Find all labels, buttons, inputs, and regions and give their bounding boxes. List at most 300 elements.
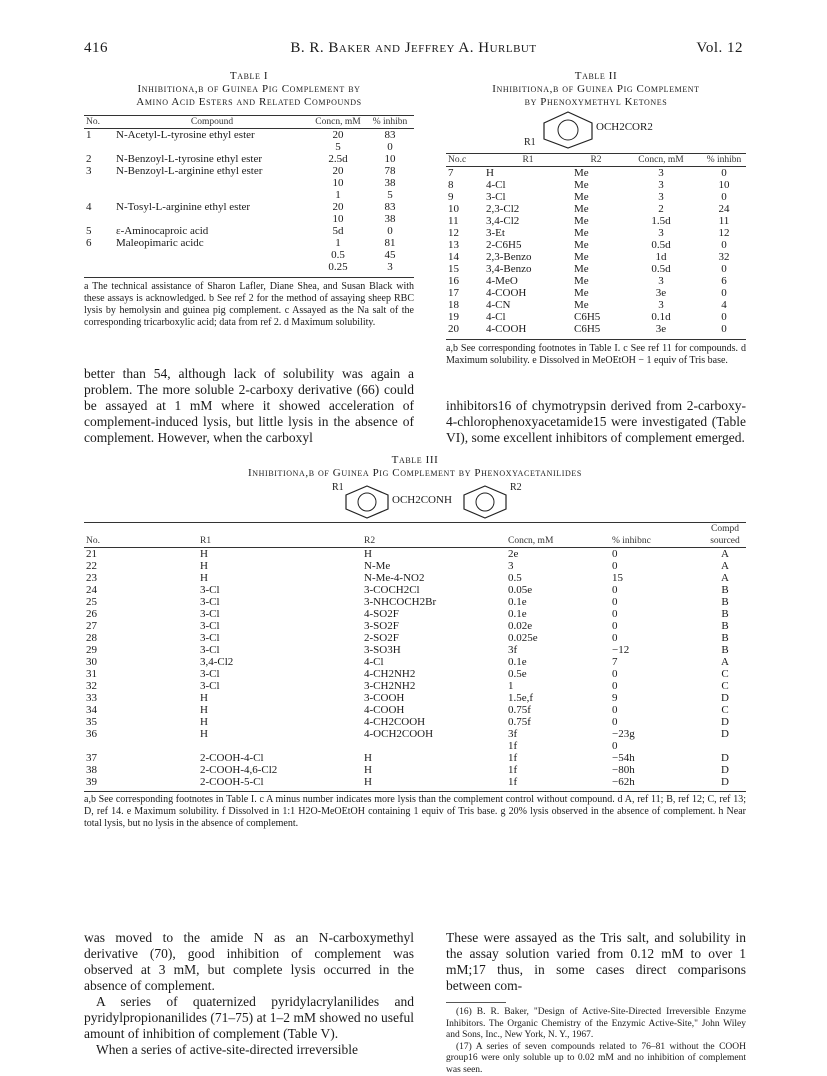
table-1-cell-no: 2: [84, 153, 114, 165]
table-3-cell-r2: H: [362, 752, 506, 764]
table-1-cell-inhibn: 45: [366, 249, 414, 261]
table-3-cell-r2: N-Me: [362, 560, 506, 572]
table-2-cell-inhibn: 11: [702, 215, 746, 227]
table-1-row: [84, 201, 414, 213]
table-2-cell-inhibn: 0: [702, 191, 746, 203]
table-2-cell-inhibn: 0: [702, 311, 746, 323]
table-1-cell-no: [84, 189, 114, 201]
table-3-header-source-line1: Compd: [706, 523, 744, 535]
table-3-cell-no: 27: [84, 620, 198, 632]
table-1-row: [84, 129, 414, 142]
reference-17: (17) A series of seven compounds related to 76–81 without the COOH group16 were only soluble up to 0.02 mM and no inhibition of complement was seen.: [446, 1042, 746, 1076]
table-2-row: [446, 299, 746, 311]
table-3-structure: [84, 480, 746, 522]
table-1-cell-inhibn: 38: [366, 213, 414, 225]
table-2-cell-r1: 4-CN: [484, 299, 572, 311]
table-3-cell-no: 36: [84, 728, 198, 740]
table-3-row: [84, 584, 746, 596]
table-3-cell-concn: 1f: [506, 752, 610, 764]
table-3-cell-inhibn: 0: [610, 740, 704, 752]
table-3-cell-r1: H: [198, 572, 362, 584]
table-3-cell-no: 24: [84, 584, 198, 596]
table-1-row: [84, 189, 414, 201]
table-3-cell-r1: 3-Cl: [198, 596, 362, 608]
table-2-header-no: No.c: [446, 154, 484, 167]
table-3-cell-concn: 1.5e,f: [506, 692, 610, 704]
table-3-linker: OCH2CONH: [392, 494, 452, 506]
table-3-cell-concn: 1f: [506, 776, 610, 788]
table-3-cell-r1: H: [198, 692, 362, 704]
table-2-cell-r2: C6H5: [572, 311, 620, 323]
table-3-row: [84, 572, 746, 584]
table-3-cell-source: C: [704, 704, 746, 716]
table-3-cell-inhibn: 0: [610, 548, 704, 561]
table-2-cell-r2: Me: [572, 287, 620, 299]
table-3-cell-inhibn: 0: [610, 560, 704, 572]
body-text-left-2a: was moved to the amide N as an N-carboxymethyl derivative (70), good inhibition of complement was observed at 3 mM, but complete lysis occurred in the absence of complement.: [84, 930, 414, 994]
table-2-header-concn: Concn, mM: [620, 154, 702, 167]
benzene-ring-right-icon: [460, 484, 510, 520]
body-column-right-2: [446, 930, 746, 1076]
table-3-row: [84, 740, 746, 752]
table-1-cell-inhibn: 0: [366, 225, 414, 237]
body-text-left-2b: A series of quaternized pyridylacrylanilides and pyridylpropionanilides (71–75) at 1–2 mM showed no useful amount of inhibition of complement (Table V).: [84, 994, 414, 1042]
table-1-row: [84, 225, 414, 237]
table-3-cell-inhibn: 0: [610, 716, 704, 728]
table-1-cell-concn: 20: [310, 165, 366, 177]
table-3-cell-source: C: [704, 668, 746, 680]
table-3-cell-concn: 0.1e: [506, 608, 610, 620]
table-2-cell-r1: 4-MeO: [484, 275, 572, 287]
table-1-cell-no: 4: [84, 201, 114, 213]
table-1-row: [84, 141, 414, 153]
table-3-cell-r2: N-Me-4-NO2: [362, 572, 506, 584]
table-3-cell-source: A: [704, 656, 746, 668]
table-3-cell-inhibn: 0: [610, 620, 704, 632]
table-1-cell-concn: 5d: [310, 225, 366, 237]
table-2-cell-no: 8: [446, 179, 484, 191]
table-1-cell-compound: Maleopimaric acidc: [114, 237, 310, 249]
table-3-header-source: [704, 523, 746, 548]
table-1-cell-compound: ε-Aminocaproic acid: [114, 225, 310, 237]
table-3-cell-concn: 0.025e: [506, 632, 610, 644]
table-3-cell-no: 30: [84, 656, 198, 668]
table-3-cell-concn: 0.5: [506, 572, 610, 584]
table-3-cell-no: 37: [84, 752, 198, 764]
table-2-cell-no: 17: [446, 287, 484, 299]
table-3: [84, 454, 746, 830]
table-3-cell-source: B: [704, 608, 746, 620]
table-3-cell-inhibn: −12: [610, 644, 704, 656]
table-1-row: [84, 177, 414, 189]
table-3-header-concn: Concn, mM: [506, 523, 610, 548]
table-3-cell-r2: 4-OCH2COOH: [362, 728, 506, 740]
table-2-row: [446, 251, 746, 263]
table-2-row: [446, 239, 746, 251]
table-3-cell-inhibn: −54h: [610, 752, 704, 764]
table-3-cell-concn: 3f: [506, 728, 610, 740]
table-3-cell-no: 39: [84, 776, 198, 788]
table-1-cell-concn: 10: [310, 177, 366, 189]
table-2-cell-no: 16: [446, 275, 484, 287]
table-3-cell-r1: 2-COOH-4-Cl: [198, 752, 362, 764]
table-2-row: [446, 311, 746, 323]
table-3-cell-no: 21: [84, 548, 198, 561]
table-1-cell-compound: [114, 213, 310, 225]
table-3-r1-label: R1: [332, 482, 344, 493]
table-1-footnote: a The technical assistance of Sharon Lafler, Diane Shea, and Susan Black with these assays is acknowledged. b See ref 2 for the method of assaying sheep RBC lysis by hemolysin and guinea pig complement. c Assayed as the Na salt of the corresponding tricarboxylic acid; data from ref 2. d Maximum solubility.: [84, 277, 414, 329]
table-3-cell-r1: H: [198, 728, 362, 740]
table-2-footnote: a,b See corresponding footnotes in Table I. c See ref 11 for compounds. d Maximum solubility. e Dissolved in MeOEtOH − 1 equiv of Tris base.: [446, 339, 746, 367]
table-3-cell-source: D: [704, 764, 746, 776]
table-1-cell-inhibn: 83: [366, 129, 414, 142]
table-3-cell-source: B: [704, 632, 746, 644]
table-1-cell-concn: 5: [310, 141, 366, 153]
table-2-cell-no: 7: [446, 167, 484, 180]
table-3-row: [84, 620, 746, 632]
table-3-cell-inhibn: 15: [610, 572, 704, 584]
table-3-header-inhibn: % inhibnc: [610, 523, 704, 548]
table-1-cell-compound: [114, 261, 310, 273]
table-3-cell-r2: 3-COOH: [362, 692, 506, 704]
table-1-cell-inhibn: 10: [366, 153, 414, 165]
table-3-cell-no: 26: [84, 608, 198, 620]
table-1-header-concn: Concn, mM: [310, 116, 366, 129]
table-2-substituent: OCH2COR2: [596, 121, 653, 133]
table-3-cell-r2: 2-SO2F: [362, 632, 506, 644]
table-2-cell-r2: Me: [572, 167, 620, 180]
table-3-header-r1: R1: [198, 523, 362, 548]
table-3-cell-source: B: [704, 584, 746, 596]
table-2-cell-r1: 2-C6H5: [484, 239, 572, 251]
table-3-row: [84, 668, 746, 680]
table-3-cell-inhibn: −23g: [610, 728, 704, 740]
table-1-cell-concn: 2.5d: [310, 153, 366, 165]
table-3-cell-no: 25: [84, 596, 198, 608]
table-3-cell-source: B: [704, 644, 746, 656]
table-1-cell-no: 1: [84, 129, 114, 142]
table-3-cell-r1: [198, 740, 362, 752]
table-2-cell-r2: Me: [572, 203, 620, 215]
table-2-cell-no: 10: [446, 203, 484, 215]
table-3-row: [84, 776, 746, 788]
table-2-cell-no: 11: [446, 215, 484, 227]
table-3-cell-r2: [362, 740, 506, 752]
table-2-cell-inhibn: 0: [702, 263, 746, 275]
table-1-cell-compound: N-Benzoyl-L-arginine ethyl ester: [114, 165, 310, 177]
table-2-cell-r1: 2,3-Cl2: [484, 203, 572, 215]
table-2-cell-inhibn: 4: [702, 299, 746, 311]
table-2-row: [446, 287, 746, 299]
table-3-cell-r2: 4-COOH: [362, 704, 506, 716]
table-1-cell-no: 6: [84, 237, 114, 249]
table-3-grid: [84, 522, 746, 788]
table-3-cell-no: 35: [84, 716, 198, 728]
table-2-cell-inhibn: 10: [702, 179, 746, 191]
table-2-cell-inhibn: 0: [702, 167, 746, 180]
table-2-cell-no: 13: [446, 239, 484, 251]
table-3-cell-r2: 3-SO2F: [362, 620, 506, 632]
table-3-cell-r2: H: [362, 548, 506, 561]
table-2-cell-r2: Me: [572, 239, 620, 251]
table-2: [446, 70, 746, 367]
table-2-cell-r2: Me: [572, 179, 620, 191]
table-1-cell-inhibn: 0: [366, 141, 414, 153]
table-3-cell-inhibn: 7: [610, 656, 704, 668]
table-3-cell-no: 28: [84, 632, 198, 644]
reference-16: (16) B. R. Baker, "Design of Active-Site-Directed Irreversible Enzyme Inhibitors. The Organic Chemistry of the Enzymic Active-Site," John Wiley and Sons, Inc., New York, N. Y., 1967.: [446, 1007, 746, 1042]
table-2-r1-label: R1: [524, 137, 536, 148]
table-3-cell-concn: 0.05e: [506, 584, 610, 596]
table-1-cell-concn: 10: [310, 213, 366, 225]
table-2-cell-r2: Me: [572, 275, 620, 287]
table-3-cell-r1: 3,4-Cl2: [198, 656, 362, 668]
table-2-cell-inhibn: 0: [702, 239, 746, 251]
table-2-cell-inhibn: 12: [702, 227, 746, 239]
table-1-cell-concn: 1: [310, 189, 366, 201]
table-2-cell-concn: 1.5d: [620, 215, 702, 227]
table-2-header-r1: R1: [484, 154, 572, 167]
table-3-cell-source: C: [704, 680, 746, 692]
body-text-left-1: better than 54, although lack of solubility was again a problem. The more soluble 2-carboxy derivative (66) could be assayed at 1 mM where it showed acceleration of complement-induced lysis, but little lysis in the absence of complement. However, when the carboxyl: [84, 366, 414, 446]
table-3-cell-inhibn: 0: [610, 608, 704, 620]
table-3-cell-r2: 4-SO2F: [362, 608, 506, 620]
table-2-title-line1: Inhibitiona,b of Guinea Pig Complement: [446, 83, 746, 96]
table-2-cell-r1: 4-COOH: [484, 323, 572, 335]
table-1-cell-concn: 20: [310, 129, 366, 142]
table-3-cell-no: 22: [84, 560, 198, 572]
table-1-cell-no: [84, 177, 114, 189]
benzene-ring-icon: [538, 109, 598, 149]
table-3-cell-concn: 1f: [506, 764, 610, 776]
table-2-cell-no: 9: [446, 191, 484, 203]
table-3-cell-source: D: [704, 728, 746, 740]
table-2-cell-inhibn: 6: [702, 275, 746, 287]
table-3-header-source-line2: sourced: [706, 535, 744, 547]
table-2-cell-concn: 3: [620, 227, 702, 239]
table-3-cell-source: B: [704, 596, 746, 608]
table-2-cell-r2: Me: [572, 251, 620, 263]
footnote-divider: [446, 1002, 506, 1003]
table-3-cell-r2: 3-NHCOCH2Br: [362, 596, 506, 608]
table-2-cell-no: 15: [446, 263, 484, 275]
table-1-cell-compound: N-Tosyl-L-arginine ethyl ester: [114, 201, 310, 213]
table-2-cell-r2: Me: [572, 227, 620, 239]
table-1-cell-compound: N-Benzoyl-L-tyrosine ethyl ester: [114, 153, 310, 165]
table-3-cell-r1: 2-COOH-5-Cl: [198, 776, 362, 788]
table-2-row: [446, 179, 746, 191]
table-2-cell-concn: 3: [620, 299, 702, 311]
table-2-structure: [446, 109, 746, 153]
table-2-cell-r1: 2,3-Benzo: [484, 251, 572, 263]
table-3-cell-source: B: [704, 620, 746, 632]
table-2-cell-concn: 2: [620, 203, 702, 215]
table-2-cell-r2: Me: [572, 191, 620, 203]
table-3-cell-no: 38: [84, 764, 198, 776]
body-text-right-1: inhibitors16 of chymotrypsin derived from 2-carboxy-4-chlorophenoxyacetamide15 were investigated (Table VI), some excellent inhibitors of complement emerged.: [446, 398, 746, 446]
table-2-title-line2: by Phenoxymethyl Ketones: [446, 96, 746, 109]
table-3-cell-r2: H: [362, 764, 506, 776]
table-3-cell-inhibn: 9: [610, 692, 704, 704]
table-1-cell-no: 5: [84, 225, 114, 237]
table-3-cell-source: D: [704, 692, 746, 704]
table-3-cell-concn: 0.75f: [506, 716, 610, 728]
table-1: [84, 70, 414, 329]
table-1-cell-no: [84, 249, 114, 261]
table-2-cell-no: 20: [446, 323, 484, 335]
table-2-header-r2: R2: [572, 154, 620, 167]
table-3-footnote: a,b See corresponding footnotes in Table I. c A minus number indicates more lysis than the complement control without compound. d A, ref 11; B, ref 12; C, ref 13; D, ref 14. e Maximum solubility. f Dissolved in 1:1 H2O-MeOEtOH containing 1 equiv of Tris base. g 20% lysis observed in the absence of complement. h Near total lysis, but no lysis in the absence of complement.: [84, 791, 746, 830]
table-3-cell-inhibn: 0: [610, 584, 704, 596]
table-2-cell-no: 12: [446, 227, 484, 239]
table-1-row: [84, 153, 414, 165]
table-2-row: [446, 215, 746, 227]
table-1-cell-concn: 1: [310, 237, 366, 249]
table-1-header-no: No.: [84, 116, 114, 129]
table-2-cell-concn: 0.5d: [620, 239, 702, 251]
table-3-label: Table III: [84, 454, 746, 467]
table-1-cell-compound: [114, 189, 310, 201]
table-2-cell-concn: 3: [620, 179, 702, 191]
running-authors: B. R. Baker and Jeffrey A. Hurlbut: [0, 40, 827, 57]
table-3-cell-inhibn: −80h: [610, 764, 704, 776]
table-3-cell-inhibn: 0: [610, 668, 704, 680]
table-1-title-line2: Amino Acid Esters and Related Compounds: [84, 96, 414, 109]
table-2-cell-inhibn: 24: [702, 203, 746, 215]
table-3-cell-r2: 4-CH2NH2: [362, 668, 506, 680]
table-3-row: [84, 596, 746, 608]
table-3-cell-no: 29: [84, 644, 198, 656]
table-3-row: [84, 692, 746, 704]
table-3-cell-no: [84, 740, 198, 752]
table-2-cell-concn: 0.1d: [620, 311, 702, 323]
table-3-row: [84, 728, 746, 740]
table-3-cell-r2: 4-CH2COOH: [362, 716, 506, 728]
table-3-cell-r2: 3-COCH2Cl: [362, 584, 506, 596]
table-3-cell-no: 32: [84, 680, 198, 692]
table-3-row: [84, 680, 746, 692]
table-2-cell-inhibn: 0: [702, 323, 746, 335]
table-2-cell-r2: Me: [572, 299, 620, 311]
table-1-row: [84, 249, 414, 261]
table-2-row: [446, 263, 746, 275]
table-2-label: Table II: [446, 70, 746, 83]
table-2-cell-concn: 3: [620, 191, 702, 203]
table-3-cell-concn: 0.75f: [506, 704, 610, 716]
table-1-row: [84, 213, 414, 225]
page-number: 416: [84, 40, 108, 57]
table-2-grid: [446, 153, 746, 335]
table-2-cell-r2: Me: [572, 215, 620, 227]
table-2-row: [446, 323, 746, 335]
volume-label: Vol. 12: [696, 40, 743, 57]
table-2-cell-r1: 4-Cl: [484, 179, 572, 191]
body-column-left-2: [84, 930, 414, 1058]
table-1-cell-compound: [114, 177, 310, 189]
table-3-header-no: No.: [84, 523, 198, 548]
table-2-cell-r1: 3,4-Benzo: [484, 263, 572, 275]
table-2-cell-r1: 3-Cl: [484, 191, 572, 203]
table-2-cell-r1: 4-COOH: [484, 287, 572, 299]
table-3-cell-concn: 2e: [506, 548, 610, 561]
table-3-r2-label: R2: [510, 482, 522, 493]
table-3-row: [84, 548, 746, 561]
table-3-cell-r1: H: [198, 704, 362, 716]
table-3-row: [84, 716, 746, 728]
table-1-row: [84, 237, 414, 249]
table-1-header-compound: Compound: [114, 116, 310, 129]
table-2-row: [446, 167, 746, 180]
table-1-row: [84, 165, 414, 177]
table-2-cell-no: 14: [446, 251, 484, 263]
table-3-cell-source: A: [704, 560, 746, 572]
table-3-cell-r1: H: [198, 548, 362, 561]
table-3-cell-r1: 3-Cl: [198, 608, 362, 620]
table-3-cell-no: 34: [84, 704, 198, 716]
table-3-cell-concn: 0.1e: [506, 656, 610, 668]
table-2-cell-no: 18: [446, 299, 484, 311]
table-3-row: [84, 644, 746, 656]
table-1-cell-inhibn: 83: [366, 201, 414, 213]
table-2-cell-r1: 3,4-Cl2: [484, 215, 572, 227]
table-2-cell-concn: 3: [620, 167, 702, 180]
table-2-cell-concn: 0.5d: [620, 263, 702, 275]
table-3-cell-r1: 3-Cl: [198, 584, 362, 596]
table-1-cell-concn: 0.5: [310, 249, 366, 261]
table-3-cell-r2: 3-SO3H: [362, 644, 506, 656]
table-1-cell-no: [84, 213, 114, 225]
table-1-cell-inhibn: 78: [366, 165, 414, 177]
table-3-cell-no: 31: [84, 668, 198, 680]
table-3-cell-source: D: [704, 776, 746, 788]
table-3-cell-r2: H: [362, 776, 506, 788]
table-3-cell-source: A: [704, 572, 746, 584]
table-3-cell-r1: 3-Cl: [198, 668, 362, 680]
table-2-cell-concn: 3e: [620, 323, 702, 335]
table-2-cell-concn: 3e: [620, 287, 702, 299]
table-3-cell-source: A: [704, 548, 746, 561]
table-2-cell-r2: C6H5: [572, 323, 620, 335]
table-3-cell-no: 23: [84, 572, 198, 584]
table-2-cell-r1: H: [484, 167, 572, 180]
table-3-cell-source: D: [704, 716, 746, 728]
table-3-cell-concn: 3: [506, 560, 610, 572]
table-2-cell-no: 19: [446, 311, 484, 323]
table-3-cell-r2: 3-CH2NH2: [362, 680, 506, 692]
table-3-row: [84, 632, 746, 644]
table-3-cell-inhibn: 0: [610, 680, 704, 692]
table-1-cell-compound: N-Acetyl-L-tyrosine ethyl ester: [114, 129, 310, 142]
table-3-row: [84, 608, 746, 620]
table-3-header-r2: R2: [362, 523, 506, 548]
table-3-cell-concn: 1: [506, 680, 610, 692]
table-3-cell-inhibn: −62h: [610, 776, 704, 788]
table-3-row: [84, 704, 746, 716]
table-3-cell-r1: H: [198, 560, 362, 572]
table-3-cell-inhibn: 0: [610, 632, 704, 644]
table-1-cell-compound: [114, 249, 310, 261]
table-1-row: [84, 261, 414, 273]
table-3-cell-r1: 3-Cl: [198, 620, 362, 632]
body-text-left-2c: When a series of active-site-directed irreversible: [84, 1042, 414, 1058]
table-1-label: Table I: [84, 70, 414, 83]
table-1-cell-inhibn: 3: [366, 261, 414, 273]
table-3-cell-inhibn: 0: [610, 596, 704, 608]
table-2-cell-concn: 1d: [620, 251, 702, 263]
table-1-cell-inhibn: 5: [366, 189, 414, 201]
table-3-cell-concn: 3f: [506, 644, 610, 656]
table-2-row: [446, 275, 746, 287]
